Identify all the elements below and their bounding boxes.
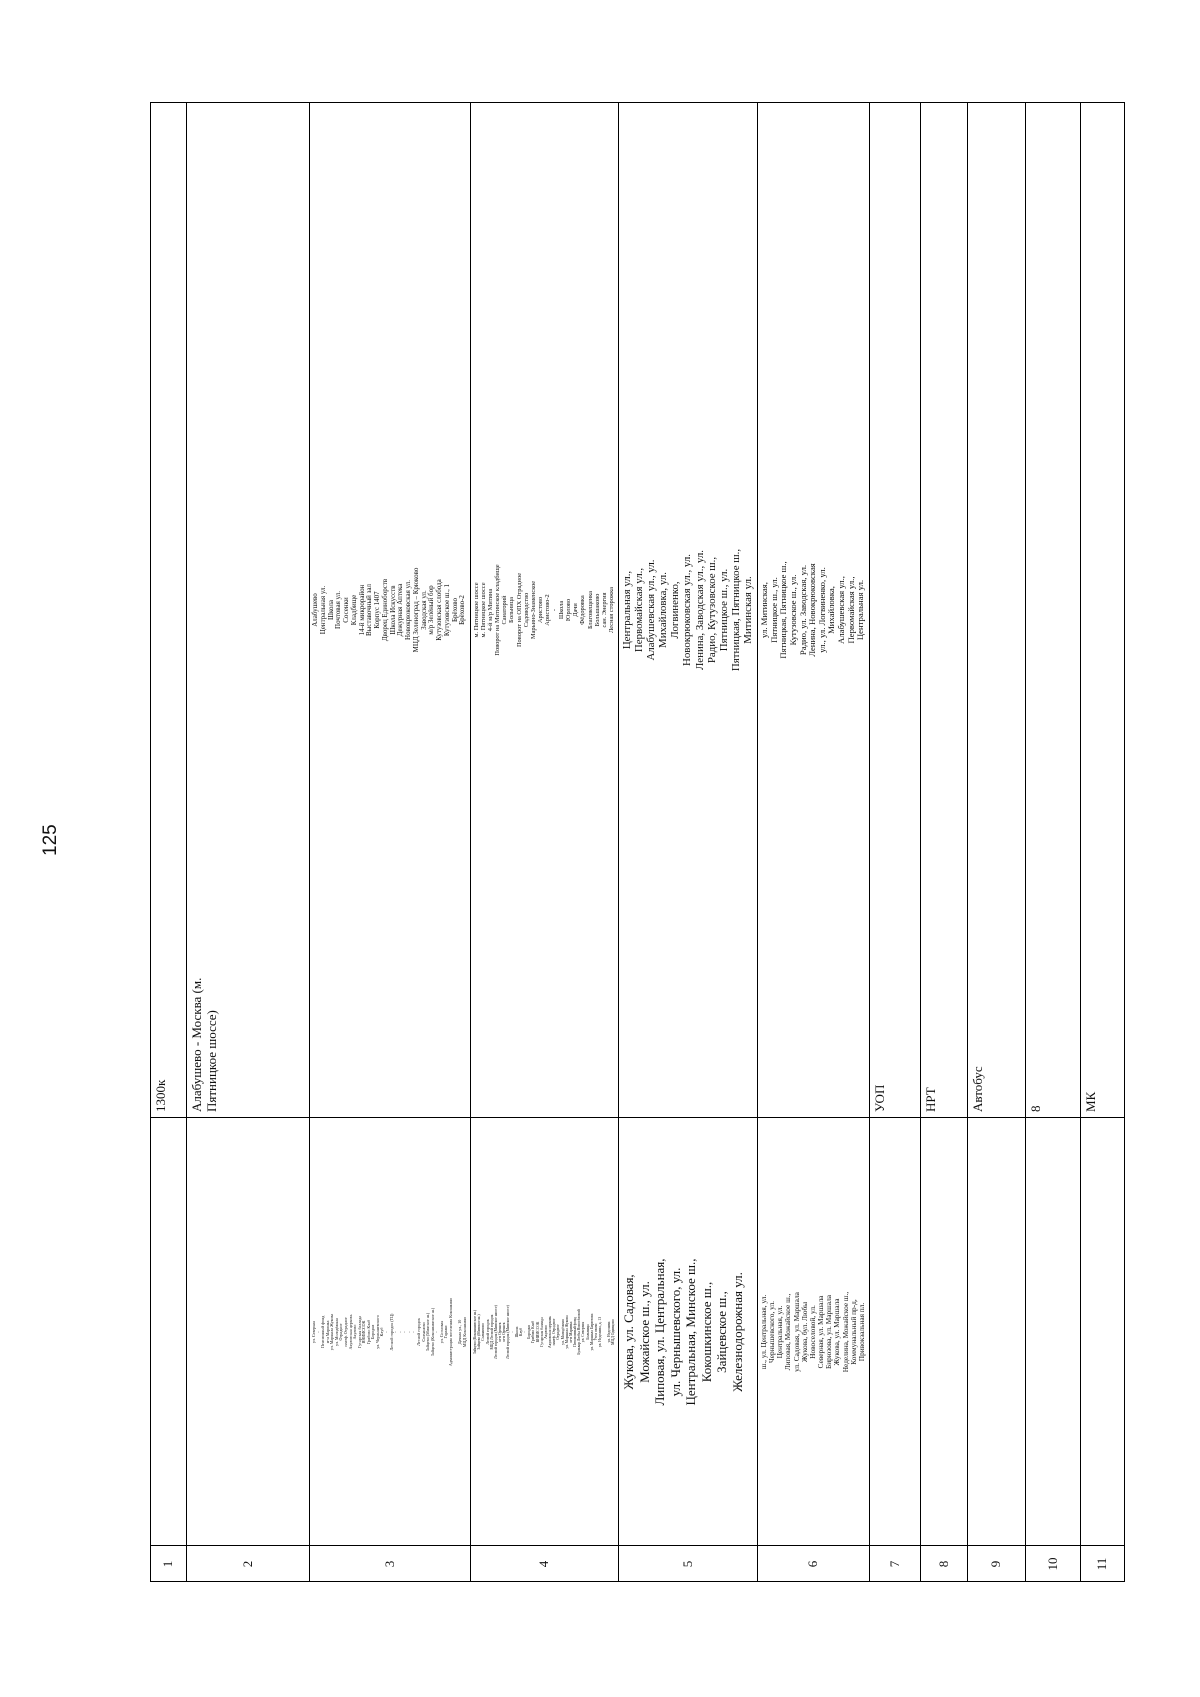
column-border-10 [1080,102,1081,1582]
cell-line: Почтовая ул. [334,591,343,629]
cell-line: - [406,1331,412,1333]
row-2-col-1 [153,108,185,1112]
cell-line: ул. Садовая, ул. Маршала [791,1292,801,1372]
cell-line: - [411,1331,417,1333]
cell-line: Аристово [536,596,544,624]
cell-line: Бульвар Любы Новосёловой [577,1309,582,1355]
cell-line: Школа [514,1326,519,1338]
cell-line: Центральная ул., [621,570,633,650]
row-2-col-8 [923,108,966,1112]
cell-line: Новокрюковская ул., ул. [681,554,694,667]
cell-line: Пятницкая, Пятницкое ш., [729,548,742,672]
cell-line: ул. Неделина, д. 13 [598,1316,603,1348]
row-2-col-7 [872,108,919,1112]
cell-line: Заводская ул. [419,590,428,630]
cell-line: Зайцево (Минское ш.) [477,1314,482,1350]
cell-line: ул. Маршала Жукова [329,1313,335,1351]
row-1-col-6 [760,1124,868,1540]
cell-line: Акуловская церковь [548,1316,553,1348]
route-table-body [150,102,1124,1582]
cell-line: Юрлово [565,598,573,622]
cell-line: м-н Маринка [324,1320,330,1344]
column-border-8 [967,102,968,1582]
cell-line: Грибово Клаб [365,1319,371,1345]
route-table [150,102,1124,1582]
cell-line: ш., ул. Центральная, ул. [759,1294,768,1370]
row-2-col-6 [760,108,868,1112]
cell-line: Узел связи [593,1323,598,1341]
cell-line: Кокошкинское ш., [698,1281,714,1383]
cell-line: м-н Маринка [568,1321,573,1343]
cell-line: МЦД Одинцово [610,1319,615,1345]
cell-line: ул. Северная [581,1321,586,1343]
column-border-6 [869,102,870,1582]
table-border-right [150,102,1124,103]
cell-line: Липовая, ул. Центральная, [652,1258,667,1406]
cell-line: Школа [326,599,335,621]
row-2-col-3 [312,108,469,1112]
cell-line: ул. Чернышевского [374,1315,380,1349]
cell-line: Большаково [593,593,601,627]
cell-line: - [384,1331,389,1333]
cell-line: Алабушево - Москва (м. [189,977,204,1112]
cell-line: - [393,1331,399,1333]
cell-line: 4-й м/р Митина [487,588,495,632]
column-border-0 [150,102,151,1582]
column-border-1 [186,102,187,1582]
cell-line: ул. Северная [311,1320,316,1344]
header-col-4: 4 [536,1560,551,1568]
cell-line: Пятницкое ш., ул. [768,577,779,643]
cell-line: Пятницкое ш., ул. [717,568,730,652]
cell-line: Лесной городок (Минское шоссе) [493,1305,498,1359]
row-1-col-11 [1083,1124,1123,1540]
cell-line: платф. Отрадное [552,1318,557,1346]
cell-line: Солманово [420,1322,426,1342]
cell-line: Радио, Кутузовское ш., [705,556,718,664]
row-1-col-8 [923,1124,966,1540]
cell-line: Пятницкое шоссе) [204,1010,220,1112]
cell-line: Жукова, ул. Садовая, [621,1274,636,1390]
cell-line: - [402,1331,408,1333]
cell-line: Лесной городок (Минское шоссе) [506,1305,511,1359]
cell-line: Жукова, бул. Любы [799,1301,809,1363]
cell-line: 14-й микрорайон [357,584,366,636]
cell-line: ВНИИССОК [535,1321,540,1343]
cell-line: Коммунальный пр-д, [848,1299,858,1365]
cell-line: Санаторий [501,595,509,625]
column-border-4 [618,102,619,1582]
cell-line: Больница [508,597,516,623]
cell-line: Зайцевское ш., [714,1291,729,1373]
cell-line: Радио, ул. Заводская, ул. [797,564,808,656]
cell-line: ул. Молодёжная [333,1317,339,1347]
row-separator [150,1117,1124,1118]
cell-line: Логвиненко, [669,581,682,639]
cell-line: Кутузовское ш., 1 [442,583,451,637]
cell-line: Отрадное [556,1324,561,1340]
row-2-col-5 [621,108,756,1112]
cell-line: Брёхово-2 [458,595,467,625]
row-1-col-7 [872,1124,919,1540]
row-1-col-9 [970,1124,1024,1540]
cell-line: Зайцево (Минское ш.) [425,1312,431,1352]
cell-line: Кладбище [349,594,358,626]
cell-line: Больница [585,1324,590,1340]
cell-line: ул., ул. Логвиненко, ул. [816,567,827,653]
header-col-11: 11 [1094,1557,1109,1571]
cell-line: платф. Отрадное [342,1317,348,1347]
cell-line: ВНИИССОК [361,1320,367,1344]
cell-line: Привокзальная пл. [856,1302,866,1362]
cell-line: Алабушевская ул., ул. [645,559,658,661]
cell-line: ул. Маршала Бирюзова [589,1313,594,1351]
cell-value: Автобус [970,1066,985,1112]
row-1-col-4 [473,1124,617,1540]
cell-line: Зайцево (Кокошкинское ш.) [429,1307,435,1357]
cell-line: Новоселовой, ул. [807,1305,817,1359]
column-border-7 [920,102,921,1582]
row-2-col-11 [1083,108,1123,1112]
cell-line: Дачи [572,603,580,617]
cell-line: Железнодорожная ул. [729,1272,745,1392]
cell-line: Первомайская ул., [633,567,646,653]
header-col-6: 6 [805,1560,820,1568]
cell-line: - [551,608,559,612]
cell-line: Липовая, Можайское ш., [783,1293,793,1371]
cell-line: - [523,1331,528,1333]
cell-line: ул. Сосновая [438,1320,444,1344]
cell-line: Отрадное [338,1323,344,1341]
cell-line: Новокрюковская ул. [404,580,412,640]
cell-line: Выставочный зал [365,584,374,636]
header-col-2: 2 [240,1560,255,1568]
cell-line: Дачная ул., 10 [457,1319,462,1345]
cell-line: Акуловская церковь [347,1314,353,1350]
row-1-col-1 [153,1124,185,1540]
cell-line: Пятницкая, Пятницкое ш., [778,561,789,659]
cell-line: ул. Митинская, [759,582,769,638]
cell-line: м-н Орешек [498,1322,503,1342]
cell-line: Клуб [518,1327,523,1337]
cell-line: Аристово-2 [543,594,551,626]
cell-line: Дворец Единоборств [380,578,389,642]
cell-line: Михайловка, ул. [657,572,670,648]
column-border-11 [1124,102,1125,1582]
cell-line: Сосенки [342,597,350,623]
cell-line: Центральная, ул. [775,1305,785,1359]
cell-line: Центральная, Минское ш., [683,1258,698,1406]
cell-line: - [434,1331,440,1333]
cell-line: Акулово [352,1324,358,1340]
cell-line: Пенсионный фонд [573,1317,578,1347]
row-2-col-9 [970,108,1024,1112]
cell-line: Первомайская ул., [845,576,856,644]
header-col-1: 1 [160,1560,175,1568]
column-border-5 [757,102,758,1582]
cell-line: - [510,1331,515,1333]
cell-line: сан. Энергия [600,592,608,628]
row-1-col-2 [189,1124,308,1540]
cell-line: Поворот на ОПХ Отрадное [515,572,523,648]
cell-line: м. Пятницкое шоссе [480,582,488,638]
cell-line: Центральная ул. [318,585,327,635]
cell-value: УОП [872,1084,887,1112]
header-col-7: 7 [887,1560,902,1568]
column-border-2 [309,102,310,1582]
header-col-9: 9 [988,1560,1003,1568]
cell-value: МК [1083,1091,1098,1112]
cell-line: Администрация поселения Кокошкино [447,1297,453,1367]
cell-line: Михайловка, [826,586,837,634]
row-1-col-10 [1028,1124,1079,1540]
row-2-col-10 [1028,108,1079,1112]
cell-line: Бородки [527,1325,532,1339]
cell-line: Акулово [543,1325,548,1339]
cell-line: - [397,1331,403,1333]
cell-line: Клуб [379,1327,385,1337]
cell-line: Марьино-Знаменское [529,580,537,640]
column-border-3 [470,102,471,1582]
row-1-col-5 [621,1124,756,1540]
cell-line: Ленина, Новокрюковская [807,563,818,657]
cell-line: Лесная сторожка [607,586,615,634]
cell-line: Центральная ул. [855,579,866,641]
cell-line: Садоводство [522,592,530,628]
header-col-3: 3 [382,1560,397,1568]
cell-line: Школа [558,600,566,620]
row-2-col-4 [473,108,617,1112]
cell-line: м. Пятницкое шоссе [473,582,480,638]
header-col-10: 10 [1045,1557,1060,1571]
cell-line: Алабушевская ул., [836,576,847,644]
page-number: 125 [40,824,61,856]
cell-line: Бирюзова, ул. Маршала [824,1294,834,1370]
cell-line: Солманово [481,1323,486,1341]
cell-line: Зайцево (Кокошкинское ш.) [473,1309,477,1355]
cell-line: - [315,1331,321,1333]
cell-line: МЦД Лесной городок [489,1314,494,1350]
header-col-8: 8 [936,1560,951,1568]
cell-line: Ленина, Заводская ул., ул. [693,550,706,670]
cell-line: Алабушево [311,593,319,627]
cell-line: Северная, ул. Маршала [816,1295,826,1369]
cell-line: МЦД Кокошкино [461,1316,467,1348]
row-2-col-2 [189,108,308,1112]
cell-value: НРТ [923,1087,938,1112]
cell-line: Брёхово [450,598,459,623]
cell-line: Школа Искусств [388,585,397,635]
row-1-col-3 [312,1124,469,1540]
cell-line: Митинская ул. [741,576,754,644]
cell-line: Бородки [370,1324,376,1340]
cell-line: Неделина, Можайское ш., [840,1291,850,1373]
cell-line: Можайское ш., ул. [636,1281,652,1383]
cell-line: ул. Чернышевского, ул. [667,1267,683,1397]
cell-line: Грибово Клаб [531,1320,536,1344]
cell-line: Кутузовская слобода [435,579,443,641]
column-border-9 [1025,102,1026,1582]
cell-line: Корпус 1407 [373,591,381,629]
cell-line: ул. Неделина [606,1321,611,1343]
header-col-5: 5 [680,1560,695,1568]
cell-line: м/р Зелёный бор [427,585,436,635]
cell-line: ул. Маршала Жукова [564,1315,569,1349]
cell-line: Гаражи [443,1325,449,1339]
cell-line: Благовещенка [586,591,594,630]
cell-line: Пенсионный фонд [320,1315,326,1349]
cell-value: 1300к [153,1079,168,1112]
cell-line: Фёдоровка [579,595,587,625]
cell-line: Поворот на Митинское кладбище [494,564,502,656]
cell-line: Дежурная Аптека [396,583,405,637]
cell-line: Кутузовское ш., ул. [787,574,798,646]
cell-line: м-н Орешек [502,1322,507,1342]
cell-line: ул. Молодёжная [560,1319,565,1345]
cell-line: Лесной городок [415,1318,421,1346]
cell-value: 8 [1028,1105,1043,1112]
cell-line: Жукова, ул. Маршала [832,1298,842,1366]
cell-line: Лесной городок [485,1319,490,1345]
cell-line: Лесной городок (ТЦ) [388,1313,394,1351]
cell-line: МЦД Зеленоград – Крюково [411,567,420,653]
cell-line: Гусарская баллада [356,1315,362,1349]
cell-line: Чернышевского, ул. [767,1301,777,1363]
cell-line: Гусарская баллада [539,1317,544,1347]
